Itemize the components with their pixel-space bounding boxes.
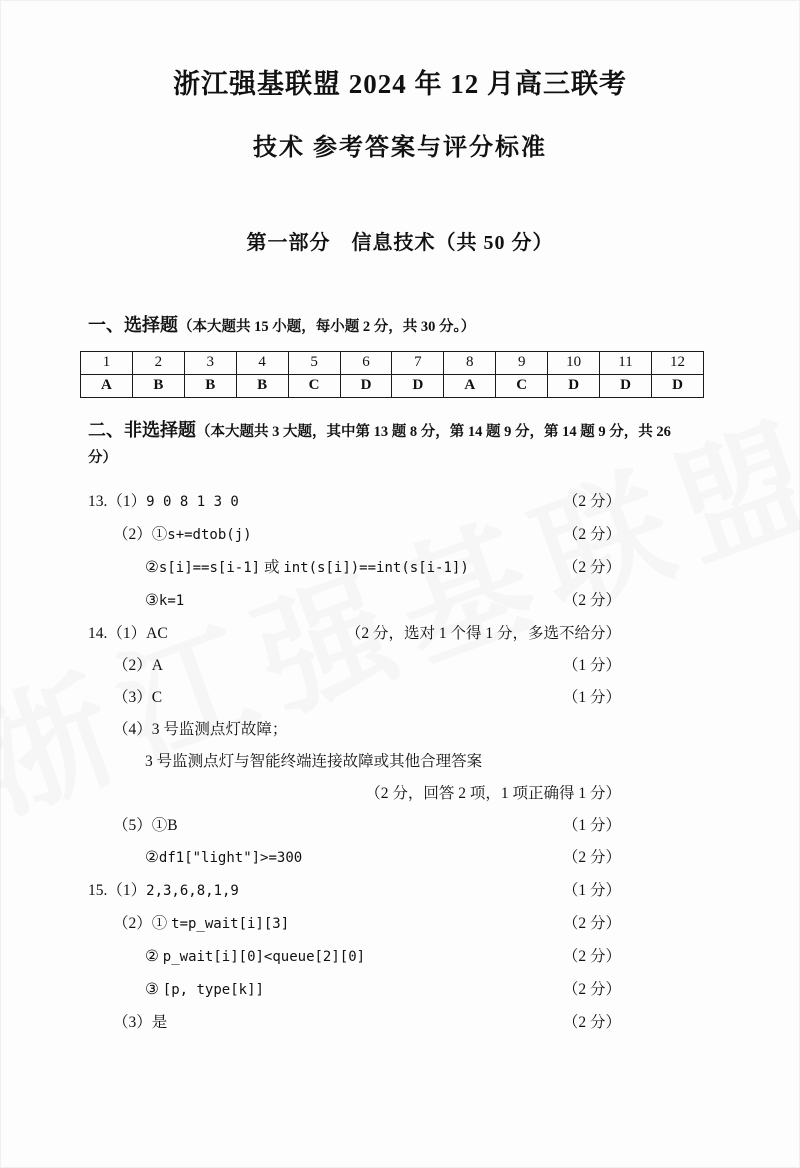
answer-score: （2 分） <box>562 526 621 544</box>
answer-row <box>88 908 621 941</box>
section1-heading-note: （本大题共 15 小题，每小题 2 分，共 30 分。） <box>178 319 476 335</box>
answer-row <box>88 842 621 875</box>
table-answer-cell: D <box>340 374 392 397</box>
answer-label: ③ <box>145 981 163 999</box>
answer-row <box>88 585 621 618</box>
document-subtitle: 技术 参考答案与评分标准 <box>253 135 547 161</box>
answer-row <box>88 746 621 778</box>
answer-label: ③ <box>145 592 159 610</box>
answer-text <box>113 720 287 739</box>
answer-label: ② <box>145 559 159 577</box>
answer-text <box>145 752 482 771</box>
answer-score: （1 分） <box>562 817 621 835</box>
answer-code: s+=dtob(j) <box>167 527 252 544</box>
answer-row <box>88 682 621 714</box>
answer-text <box>113 1013 167 1032</box>
section1-heading-title: 一、选择题 <box>88 315 178 335</box>
answer-score: （2 分） <box>562 849 621 867</box>
answer-row <box>88 941 621 974</box>
answer-label: （2）① <box>113 526 168 544</box>
answer-text <box>113 656 163 675</box>
table-answer-cell: B <box>184 374 236 397</box>
answer-score: （1 分） <box>562 657 621 675</box>
document-title: 浙江强基联盟 2024 年 12 月高三联考 <box>173 69 627 99</box>
answer-text <box>113 816 178 835</box>
answer-label: ② <box>145 948 163 966</box>
answer-text <box>145 558 469 578</box>
section1-heading <box>88 311 650 341</box>
answer-text <box>145 848 302 868</box>
answer-score: （2 分） <box>562 559 621 577</box>
answer-label: 14.（1）AC <box>88 625 168 643</box>
answer-code: 9 0 8 1 3 0 <box>146 494 239 511</box>
answer-row <box>88 778 621 810</box>
answer-score: （2 分） <box>562 1014 621 1032</box>
table-number-row <box>81 351 704 374</box>
answer-label: （2）A <box>113 657 163 675</box>
answer-label: （4）3 号监测点灯故障； <box>113 721 288 739</box>
answer-code: df1["light"]>=300 <box>158 850 303 867</box>
answer-score: （2 分） <box>562 592 621 610</box>
answer-row <box>88 974 621 1007</box>
answer-label: 或 <box>260 559 284 577</box>
answer-text <box>145 980 264 1000</box>
answer-code: 2,3,6,8,1,9 <box>146 883 239 900</box>
answer-text <box>113 914 289 934</box>
answer-code: s[i]==s[i-1] <box>158 560 261 577</box>
answer-row <box>88 714 621 746</box>
table-answer-cell: A <box>444 374 496 397</box>
table-number-cell: 10 <box>548 351 600 374</box>
table-number-cell: 11 <box>600 351 652 374</box>
part-heading: 第一部分 信息技术（共 50 分） <box>246 232 554 254</box>
table-answer-cell: D <box>651 374 703 397</box>
answer-row <box>88 486 621 519</box>
answer-text <box>88 492 239 512</box>
answer-label: （5）①B <box>113 817 178 835</box>
table-number-cell: 7 <box>392 351 444 374</box>
answer-label: 13.（1） <box>88 493 147 511</box>
choice-answer-table <box>80 351 704 398</box>
section2-heading-note: （本大题共 3 大题，其中第 13 题 8 分，第 14 题 9 分，第 14 题 9 分，共 26 分） <box>88 423 671 467</box>
answer-score: （2 分） <box>562 981 621 999</box>
table-answer-cell: A <box>81 374 133 397</box>
answer-score: （2 分） <box>562 948 621 966</box>
table-answer-cell: B <box>132 374 184 397</box>
answer-text <box>88 624 168 643</box>
answer-text <box>145 591 184 611</box>
table-answer-cell: C <box>288 374 340 397</box>
answer-text <box>145 947 365 967</box>
answer-score: （1 分） <box>562 689 621 707</box>
answer-code: p_wait[i][0]<queue[2][0] <box>162 949 366 966</box>
table-answer-cell: B <box>236 374 288 397</box>
section2-heading-title: 二、非选择题 <box>88 419 196 440</box>
answer-row <box>88 810 621 842</box>
table-answer-row <box>81 374 704 397</box>
answer-code: k=1 <box>158 593 185 610</box>
answer-score: （2 分，回答 2 项，1 项正确得 1 分） <box>365 785 621 803</box>
answer-label: （3）是 <box>113 1014 168 1032</box>
table-number-cell: 2 <box>132 351 184 374</box>
answer-row <box>88 618 621 650</box>
answer-code: t=p_wait[i][3] <box>171 916 290 933</box>
table-number-cell: 5 <box>288 351 340 374</box>
answer-score: （2 分） <box>562 493 621 511</box>
table-answer-cell: D <box>392 374 444 397</box>
answer-text <box>88 881 239 901</box>
answer-code: int(s[i])==int(s[i-1]) <box>283 560 469 577</box>
answer-row <box>88 519 621 552</box>
answer-row <box>88 1007 621 1039</box>
answer-label: 15.（1） <box>88 882 147 900</box>
table-answer-cell: C <box>496 374 548 397</box>
table-number-cell: 4 <box>236 351 288 374</box>
table-number-cell: 12 <box>651 351 703 374</box>
answer-label: ② <box>145 849 159 867</box>
table-number-cell: 1 <box>81 351 133 374</box>
answer-label: （3）C <box>113 689 163 707</box>
document-content <box>0 62 800 1039</box>
table-number-cell: 3 <box>184 351 236 374</box>
answer-score: （1 分） <box>562 882 621 900</box>
answer-row <box>88 650 621 682</box>
answers-list <box>88 486 621 1039</box>
answer-score: （2 分，选对 1 个得 1 分，多选不给分） <box>345 625 621 643</box>
table-answer-cell: D <box>600 374 652 397</box>
answer-text <box>113 525 252 545</box>
answer-score: （2 分） <box>562 915 621 933</box>
table-answer-cell: D <box>548 374 600 397</box>
table-number-cell: 8 <box>444 351 496 374</box>
answer-code: [p, type[k]] <box>162 982 264 999</box>
answer-text <box>113 688 162 707</box>
table-number-cell: 6 <box>340 351 392 374</box>
table-number-cell: 9 <box>496 351 548 374</box>
answer-label: 3 号监测点灯与智能终端连接故障或其他合理答案 <box>145 753 483 771</box>
section2-heading <box>88 416 690 472</box>
answer-row <box>88 552 621 585</box>
answer-row <box>88 875 621 908</box>
answer-label: （2）① <box>113 915 172 933</box>
